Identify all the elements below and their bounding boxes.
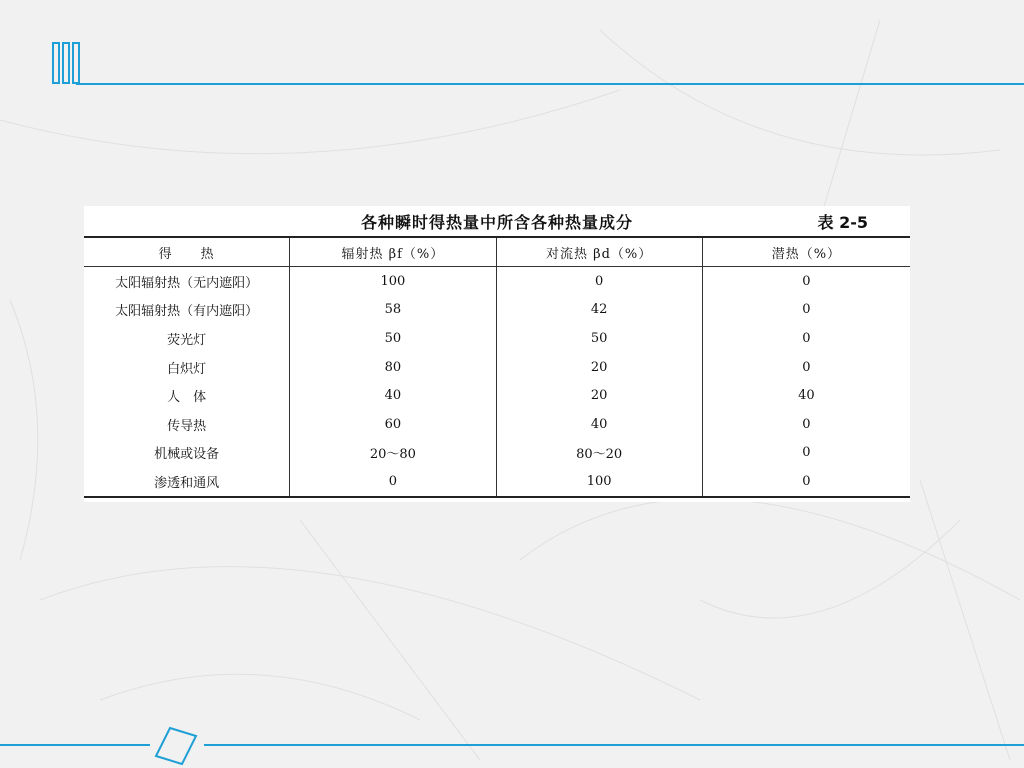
table-number: 表 2-5 — [817, 213, 868, 232]
table-row — [84, 467, 910, 497]
cell-convective: 0 — [496, 267, 702, 296]
table-row — [84, 324, 910, 353]
header-bars-icon — [52, 42, 82, 84]
cell-convective: 40 — [496, 410, 702, 439]
header-divider — [76, 83, 1024, 85]
cell-radiant: 80 — [290, 353, 496, 382]
table-row — [84, 353, 910, 382]
cell-latent: 0 — [702, 267, 910, 296]
cell-radiant: 20～80 — [290, 439, 496, 468]
header-heat-gain: 得 热 — [158, 246, 215, 262]
table-sheet — [84, 206, 910, 502]
heat-gain-table — [84, 236, 910, 498]
diamond-icon — [152, 726, 200, 766]
header-latent-heat: 潜热（%） — [702, 237, 910, 267]
table-title: 各种瞬时得热量中所含各种热量成分 — [360, 213, 633, 232]
cell-radiant: 60 — [290, 410, 496, 439]
cell-convective: 20 — [496, 353, 702, 382]
cell-convective: 20 — [496, 381, 702, 410]
header-convective-heat: 对流热 βd（%） — [496, 237, 702, 267]
row-label: 渗透和通风 — [154, 475, 220, 491]
cell-latent: 0 — [702, 353, 910, 382]
cell-convective: 50 — [496, 324, 702, 353]
cell-radiant: 0 — [290, 467, 496, 497]
row-label: 太阳辐射热（无内遮阳） — [115, 275, 259, 291]
table-row — [84, 439, 910, 468]
cell-latent: 0 — [702, 324, 910, 353]
footer-divider-left — [0, 744, 150, 746]
table-row — [84, 381, 910, 410]
cell-latent: 0 — [702, 296, 910, 325]
row-label: 白炽灯 — [167, 361, 207, 377]
table-row — [84, 410, 910, 439]
table-row — [84, 267, 910, 296]
header-radiant-heat: 辐射热 βf（%） — [290, 237, 496, 267]
cell-convective: 100 — [496, 467, 702, 497]
cell-radiant: 100 — [290, 267, 496, 296]
table-header-row — [84, 237, 910, 267]
table-row — [84, 296, 910, 325]
cell-latent: 40 — [702, 381, 910, 410]
cell-radiant: 58 — [290, 296, 496, 325]
cell-convective: 80～20 — [496, 439, 702, 468]
cell-latent: 0 — [702, 467, 910, 497]
row-label: 太阳辐射热（有内遮阳） — [115, 304, 259, 320]
row-label: 荧光灯 — [167, 332, 207, 348]
row-label: 人 体 — [167, 390, 207, 406]
row-label: 机械或设备 — [154, 447, 220, 463]
cell-convective: 42 — [496, 296, 702, 325]
table-caption — [84, 210, 910, 234]
cell-radiant: 50 — [290, 324, 496, 353]
footer-divider-right — [204, 744, 1024, 746]
row-label: 传导热 — [167, 418, 207, 434]
cell-latent: 0 — [702, 410, 910, 439]
cell-radiant: 40 — [290, 381, 496, 410]
cell-latent: 0 — [702, 439, 910, 468]
